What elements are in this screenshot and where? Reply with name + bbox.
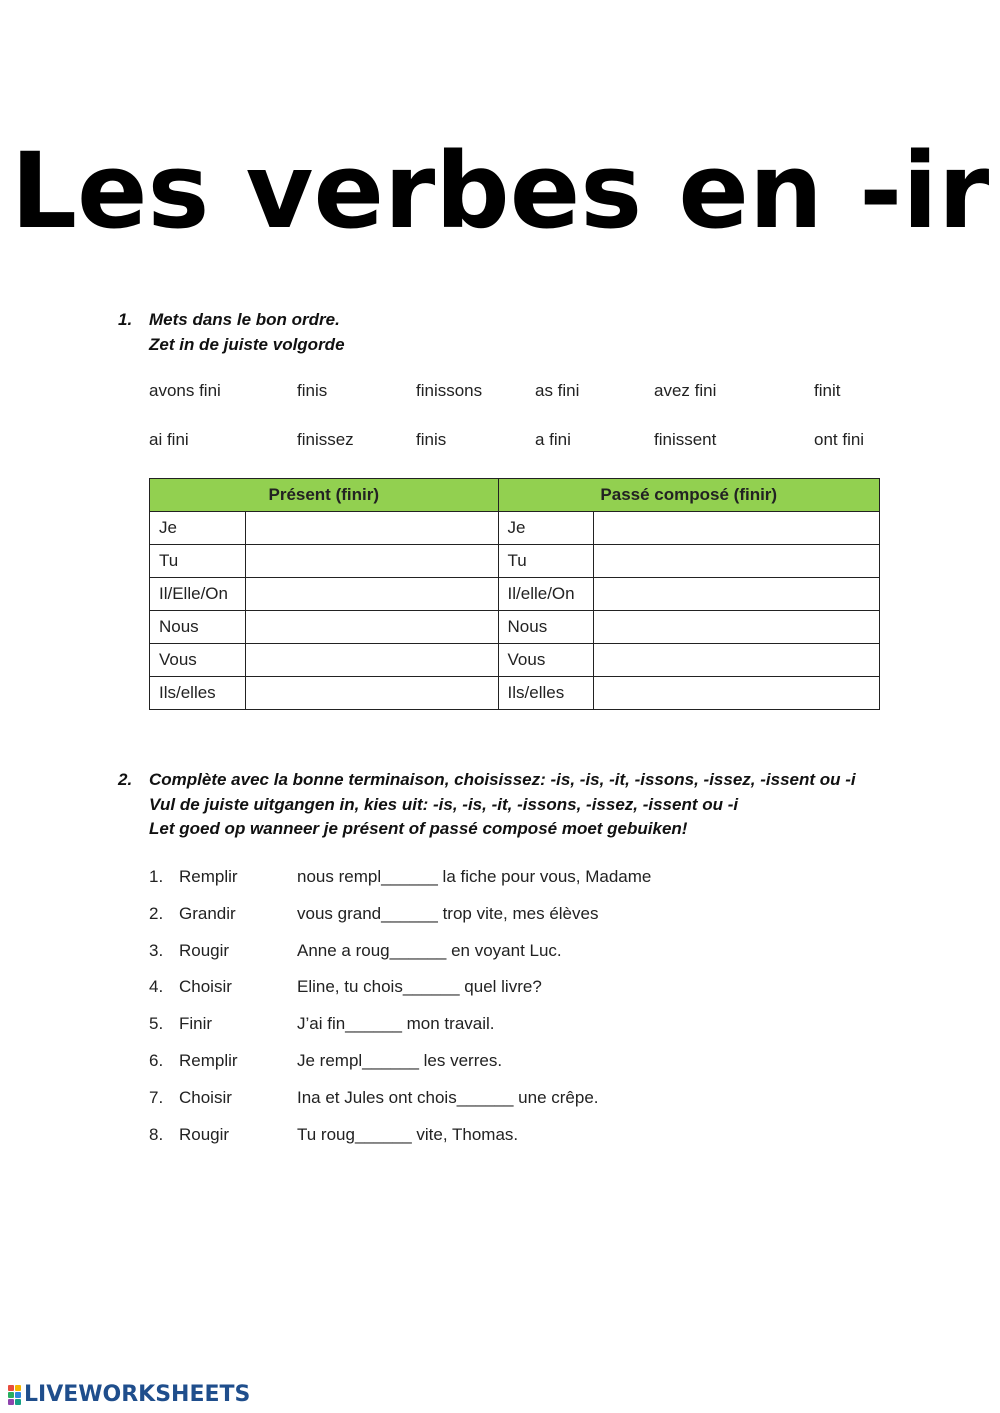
conjugation-table [149, 478, 880, 710]
pronoun-cell: Ils/elles [150, 677, 246, 710]
table-row [150, 512, 880, 545]
liveworksheets-logo [8, 1382, 250, 1407]
word-bank-item: finissons [416, 381, 483, 400]
pronoun-cell: Tu [150, 545, 246, 578]
word-bank-item: avons fini [149, 381, 221, 400]
item-number: 7. [149, 1088, 164, 1107]
answer-cell-passe[interactable] [594, 644, 880, 677]
exercise1-line-fr: Mets dans le bon ordre. [149, 310, 340, 329]
pronoun-cell: Nous [150, 611, 246, 644]
item-sentence[interactable]: Tu roug______ vite, Thomas. [297, 1125, 519, 1144]
page-title: Les verbes en -ir [10, 130, 990, 252]
answer-cell-passe[interactable] [594, 611, 880, 644]
word-bank-item: ont fini [814, 430, 865, 449]
exercise2-number: 2. [118, 770, 133, 789]
word-bank-item: finissez [297, 430, 354, 449]
passe-compose-header: Passé composé (finir) [498, 479, 879, 512]
answer-cell-present[interactable] [245, 545, 498, 578]
answer-cell-present[interactable] [245, 611, 498, 644]
word-bank-item: finis [416, 430, 447, 449]
exercise2-line-note: Let goed op wanneer je présent of passé composé moet gebuiken! [149, 819, 688, 838]
pronoun-cell: Nous [498, 611, 594, 644]
item-sentence[interactable]: Eline, tu chois______ quel livre? [297, 977, 542, 996]
answer-cell-passe[interactable] [594, 545, 880, 578]
item-verb: Rougir [179, 941, 230, 960]
item-number: 1. [149, 867, 164, 886]
item-number: 8. [149, 1125, 164, 1144]
answer-cell-present[interactable] [245, 512, 498, 545]
table-row [150, 611, 880, 644]
item-verb: Finir [179, 1014, 213, 1033]
item-verb: Choisir [179, 977, 232, 996]
item-sentence[interactable]: vous grand______ trop vite, mes élèves [297, 904, 599, 923]
exercise2-line-nl: Vul de juiste uitgangen in, kies uit: -is, -is, -it, -issons, -issez, -issent ou -i [149, 794, 739, 814]
pronoun-cell: Je [150, 512, 246, 545]
table-row [150, 578, 880, 611]
table-row [150, 677, 880, 710]
item-sentence[interactable]: Ina et Jules ont chois______ une crêpe. [297, 1088, 599, 1107]
item-verb: Choisir [179, 1088, 232, 1107]
table-row [150, 545, 880, 578]
word-bank-item: as fini [535, 381, 580, 400]
word-bank-item: finis [297, 381, 328, 400]
item-sentence[interactable]: Anne a roug______ en voyant Luc. [297, 941, 562, 960]
answer-cell-passe[interactable] [594, 677, 880, 710]
item-number: 6. [149, 1051, 164, 1070]
item-sentence[interactable]: J’ai fin______ mon travail. [297, 1014, 495, 1033]
exercise1-number: 1. [118, 310, 133, 329]
table-row [150, 644, 880, 677]
item-verb: Rougir [179, 1125, 230, 1144]
item-number: 3. [149, 941, 164, 960]
word-bank-item: ai fini [149, 430, 189, 449]
item-sentence[interactable]: nous rempl______ la fiche pour vous, Madame [297, 867, 652, 886]
present-header: Présent (finir) [150, 479, 499, 512]
answer-cell-passe[interactable] [594, 578, 880, 611]
pronoun-cell: Il/elle/On [498, 578, 594, 611]
item-number: 2. [149, 904, 164, 923]
pronoun-cell: Vous [498, 644, 594, 677]
pronoun-cell: Tu [498, 545, 594, 578]
logo-blocks-icon [8, 1385, 21, 1405]
item-number: 5. [149, 1014, 164, 1033]
item-sentence[interactable]: Je rempl______ les verres. [297, 1051, 503, 1070]
answer-cell-present[interactable] [245, 644, 498, 677]
answer-cell-present[interactable] [245, 578, 498, 611]
pronoun-cell: Vous [150, 644, 246, 677]
word-bank-item: avez fini [654, 381, 717, 400]
exercise1-line-nl: Zet in de juiste volgorde [149, 334, 345, 354]
item-verb: Remplir [179, 867, 238, 886]
item-verb: Remplir [179, 1051, 238, 1070]
pronoun-cell: Il/Elle/On [150, 578, 246, 611]
word-bank-item: a fini [535, 430, 571, 449]
answer-cell-passe[interactable] [594, 512, 880, 545]
item-number: 4. [149, 977, 164, 996]
logo-text: LIVEWORKSHEETS [24, 1382, 251, 1407]
pronoun-cell: Je [498, 512, 594, 545]
item-verb: Grandir [179, 904, 236, 923]
table-header-row [150, 479, 880, 512]
word-bank-item: finit [814, 381, 841, 400]
pronoun-cell: Ils/elles [498, 677, 594, 710]
word-bank-item: finissent [654, 430, 717, 449]
exercise2-line-fr: Complète avec la bonne terminaison, choisissez: -is, -is, -it, -issons, -issez, -issent ou -i [149, 770, 856, 789]
answer-cell-present[interactable] [245, 677, 498, 710]
